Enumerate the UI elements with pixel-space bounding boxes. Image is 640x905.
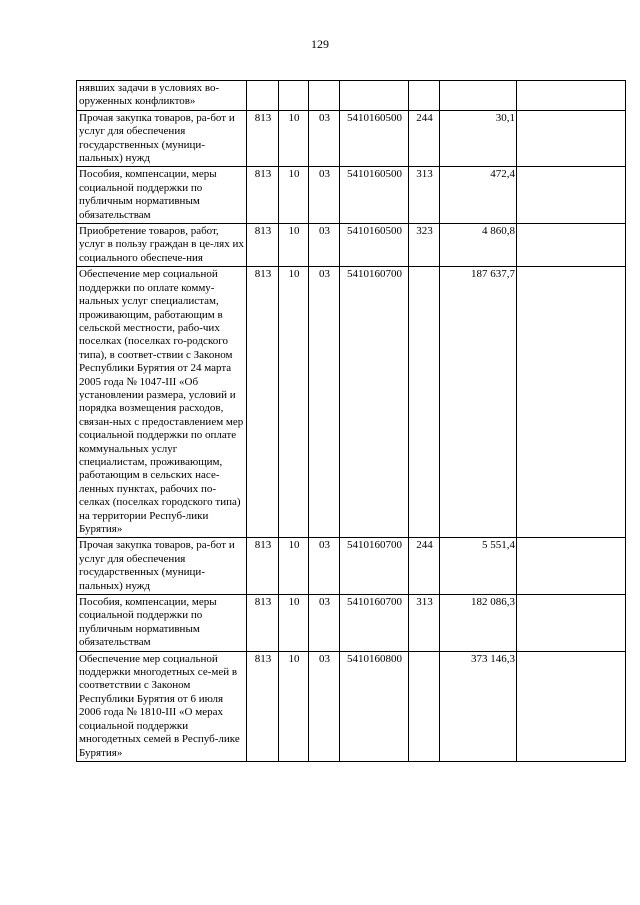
row-target-code: 5410160800 (340, 651, 409, 761)
row-amount: 472,4 (440, 167, 517, 224)
row-section-code: 10 (279, 224, 309, 267)
row-expense-kind (409, 81, 440, 111)
row-name: Обеспечение мер социальной поддержки многодетных се-мей в соответствии с Законом Республики Бурятия от 6 июля 2006 года № 1810-III «О мерах социальной поддержки многодетных семей в Респуб-лике Бурятия» (77, 651, 247, 761)
row-expense-kind: 313 (409, 167, 440, 224)
row-admin-code: 813 (247, 651, 279, 761)
row-admin-code: 813 (247, 267, 279, 538)
table-row (77, 267, 626, 538)
row-amount: 373 146,3 (440, 651, 517, 761)
row-section-code: 10 (279, 167, 309, 224)
table-row (77, 110, 626, 167)
row-amount: 30,1 (440, 110, 517, 167)
row-extra (517, 267, 626, 538)
table-row (77, 167, 626, 224)
table-row (77, 81, 626, 111)
row-section-code: 10 (279, 538, 309, 595)
row-name: нявших задачи в условиях во-оруженных конфликтов» (77, 81, 247, 111)
row-admin-code: 813 (247, 110, 279, 167)
row-admin-code: 813 (247, 224, 279, 267)
budget-table (76, 80, 626, 762)
row-admin-code: 813 (247, 538, 279, 595)
row-expense-kind: 313 (409, 595, 440, 652)
row-target-code: 5410160500 (340, 224, 409, 267)
row-name: Прочая закупка товаров, ра-бот и услуг для обеспечения государственных (муници-пальных) нужд (77, 538, 247, 595)
row-name: Обеспечение мер социальной поддержки по оплате комму-нальных услуг специалистам, проживающим, работающим в сельской местности, рабо-чих поселках (поселках го-родского типа), в соответ-ствии с Законом Республики Бурятия от 24 марта 2005 года № 1047-III «Об установлении размера, условий и порядка возмещения расходов, связан-ных с предоставлением мер социальной поддержки по оплате коммунальных услуг специалистам, проживающим, работающим в сельских насе-ленных пунктах, рабочих по-селках (поселках городского типа) на территории Респуб-лики Бурятия» (77, 267, 247, 538)
row-expense-kind: 244 (409, 110, 440, 167)
row-admin-code (247, 81, 279, 111)
row-section-code: 10 (279, 651, 309, 761)
row-subsection-code: 03 (309, 224, 340, 267)
row-extra (517, 651, 626, 761)
row-target-code: 5410160700 (340, 267, 409, 538)
row-target-code: 5410160500 (340, 167, 409, 224)
row-subsection-code: 03 (309, 167, 340, 224)
row-subsection-code: 03 (309, 267, 340, 538)
row-expense-kind (409, 651, 440, 761)
row-name: Пособия, компенсации, меры социальной поддержки по публичным нормативным обязательствам (77, 595, 247, 652)
row-amount: 4 860,8 (440, 224, 517, 267)
row-extra (517, 81, 626, 111)
row-section-code: 10 (279, 110, 309, 167)
row-subsection-code: 03 (309, 651, 340, 761)
row-extra (517, 595, 626, 652)
row-expense-kind (409, 267, 440, 538)
page-number: 129 (311, 37, 329, 51)
row-name: Приобретение товаров, работ, услуг в пользу граждан в це-лях их социального обеспече-ния (77, 224, 247, 267)
row-amount: 187 637,7 (440, 267, 517, 538)
row-section-code: 10 (279, 267, 309, 538)
row-section-code (279, 81, 309, 111)
row-subsection-code: 03 (309, 595, 340, 652)
row-amount: 5 551,4 (440, 538, 517, 595)
row-target-code: 5410160700 (340, 538, 409, 595)
row-target-code: 5410160700 (340, 595, 409, 652)
table-row (77, 595, 626, 652)
row-extra (517, 538, 626, 595)
row-name: Прочая закупка товаров, ра-бот и услуг для обеспечения государственных (муници-пальных) нужд (77, 110, 247, 167)
row-amount: 182 086,3 (440, 595, 517, 652)
row-extra (517, 110, 626, 167)
row-expense-kind: 323 (409, 224, 440, 267)
row-subsection-code (309, 81, 340, 111)
row-expense-kind: 244 (409, 538, 440, 595)
row-subsection-code: 03 (309, 538, 340, 595)
row-extra (517, 167, 626, 224)
table-row (77, 538, 626, 595)
row-amount (440, 81, 517, 111)
row-subsection-code: 03 (309, 110, 340, 167)
row-target-code: 5410160500 (340, 110, 409, 167)
table-row (77, 224, 626, 267)
table-row (77, 651, 626, 761)
row-admin-code: 813 (247, 167, 279, 224)
row-admin-code: 813 (247, 595, 279, 652)
row-extra (517, 224, 626, 267)
row-section-code: 10 (279, 595, 309, 652)
row-target-code (340, 81, 409, 111)
row-name: Пособия, компенсации, меры социальной поддержки по публичным нормативным обязательствам (77, 167, 247, 224)
